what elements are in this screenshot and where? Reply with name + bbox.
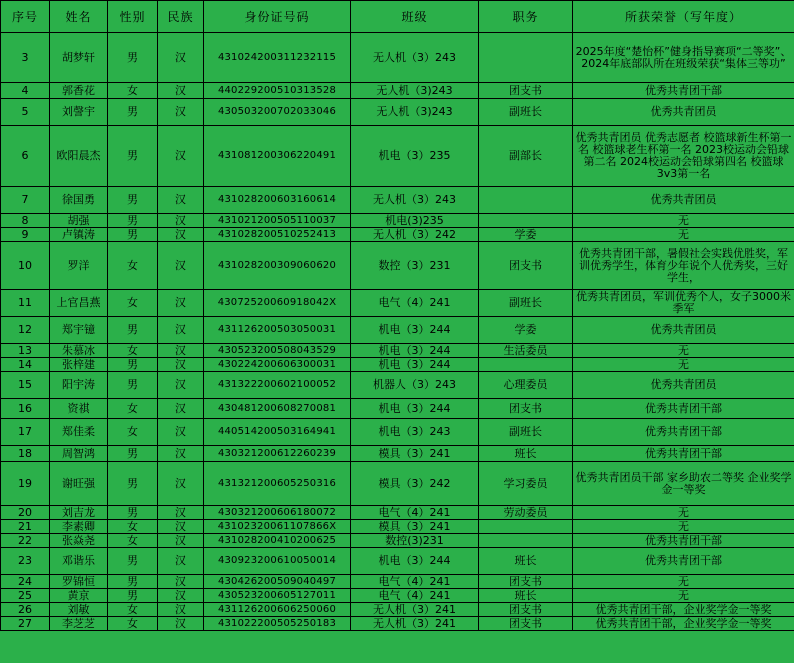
cell-role[interactable]: 心理委员 [479,372,573,399]
cell-ethnicity[interactable]: 汉 [158,83,204,99]
cell-name[interactable]: 张梓建 [50,358,108,372]
cell-name[interactable]: 周智鸿 [50,446,108,462]
table-row [1,520,794,534]
cell-role[interactable]: 生活委员 [479,344,573,358]
cell-ethnicity[interactable]: 汉 [158,99,204,126]
cell-gender[interactable]: 女 [108,83,158,99]
cell-honors[interactable]: 优秀共青团员，军训优秀个人，女子3000米季军 [573,290,794,317]
cell-seq[interactable]: 24 [1,575,50,589]
table-row [1,126,794,187]
cell-gender[interactable]: 女 [108,344,158,358]
header-cell-seq[interactable]: 序号 [1,1,50,33]
cell-seq[interactable]: 23 [1,548,50,575]
cell-name[interactable]: 李素卿 [50,520,108,534]
cell-role[interactable]: 团支书 [479,603,573,617]
cell-role[interactable]: 学习委员 [479,462,573,506]
cell-class[interactable]: 机电（3）244 [351,344,479,358]
cell-class[interactable]: 无人机（3）241 [351,617,479,631]
cell-role[interactable] [479,33,573,83]
table-row [1,99,794,126]
table-row [1,242,794,290]
cell-class[interactable]: 无人机（3）242 [351,228,479,242]
cell-role[interactable]: 副班长 [479,290,573,317]
cell-name[interactable]: 刘謦宇 [50,99,108,126]
cell-ethnicity[interactable]: 汉 [158,617,204,631]
cell-gender[interactable]: 女 [108,399,158,419]
header-cell-ethnicity[interactable]: 民族 [158,1,204,33]
cell-ethnicity[interactable]: 汉 [158,575,204,589]
cell-ethnicity[interactable]: 汉 [158,317,204,344]
cell-name[interactable]: 胡梦轩 [50,33,108,83]
table-row [1,358,794,372]
cell-role[interactable] [479,534,573,548]
cell-role[interactable]: 班长 [479,589,573,603]
cell-seq[interactable]: 17 [1,419,50,446]
cell-id-number[interactable]: 430321200612260239 [204,446,351,462]
cell-honors[interactable]: 优秀共青团干部 [573,83,794,99]
cell-ethnicity[interactable]: 汉 [158,214,204,228]
cell-class[interactable]: 无人机（3）241 [351,603,479,617]
cell-honors[interactable]: 无 [573,344,794,358]
cell-class[interactable]: 电气（4）241 [351,506,479,520]
table-row [1,603,794,617]
cell-role[interactable] [479,520,573,534]
cell-gender[interactable]: 女 [108,419,158,446]
cell-gender[interactable]: 男 [108,446,158,462]
cell-role[interactable]: 副部长 [479,126,573,187]
cell-class[interactable]: 机电（3）244 [351,399,479,419]
cell-class[interactable]: 机电（3）244 [351,548,479,575]
cell-name[interactable]: 李芝芝 [50,617,108,631]
cell-ethnicity[interactable]: 汉 [158,506,204,520]
table-row [1,419,794,446]
table-row [1,372,794,399]
cell-gender[interactable]: 男 [108,126,158,187]
cell-ethnicity[interactable]: 汉 [158,548,204,575]
cell-honors[interactable]: 优秀共青团干部，企业奖学金一等奖 [573,603,794,617]
cell-honors[interactable]: 无 [573,214,794,228]
cell-honors[interactable]: 优秀共青团干部 [573,548,794,575]
cell-ethnicity[interactable]: 汉 [158,589,204,603]
cell-honors[interactable]: 优秀共青团干部 [573,534,794,548]
cell-gender[interactable]: 男 [108,214,158,228]
cell-name[interactable]: 刘敏 [50,603,108,617]
cell-ethnicity[interactable]: 汉 [158,344,204,358]
cell-seq[interactable]: 18 [1,446,50,462]
cell-class[interactable]: 无人机（3）243 [351,33,479,83]
cell-gender[interactable]: 男 [108,33,158,83]
cell-gender[interactable]: 男 [108,187,158,214]
cell-class[interactable]: 电气（4）241 [351,589,479,603]
cell-name[interactable]: 罗洋 [50,242,108,290]
cell-seq[interactable]: 11 [1,290,50,317]
cell-honors[interactable]: 优秀共青团员 优秀志愿者 校篮球新生杯第一名 校篮球老生杯第一名 2023校运动会铅球第二名 2024校运动会铅球第四名 校篮球3v3第一名 [573,126,794,187]
cell-id-number[interactable]: 430321200606180072 [204,506,351,520]
table-row [1,575,794,589]
cell-seq[interactable]: 14 [1,358,50,372]
cell-class[interactable]: 机电(3)235 [351,214,479,228]
table-row [1,399,794,419]
cell-honors[interactable]: 优秀共青团员 [573,317,794,344]
cell-honors[interactable]: 无 [573,589,794,603]
cell-seq[interactable]: 6 [1,126,50,187]
cell-gender[interactable]: 男 [108,99,158,126]
cell-gender[interactable]: 女 [108,617,158,631]
cell-id-number[interactable]: 431028200309060620 [204,242,351,290]
cell-role[interactable]: 团支书 [479,575,573,589]
cell-role[interactable] [479,187,573,214]
cell-seq[interactable]: 19 [1,462,50,506]
table-row [1,344,794,358]
cell-seq[interactable]: 7 [1,187,50,214]
cell-class[interactable]: 机电（3）244 [351,317,479,344]
cell-gender[interactable]: 男 [108,358,158,372]
cell-honors[interactable]: 优秀共青团员 [573,99,794,126]
cell-id-number[interactable]: 431028200603160614 [204,187,351,214]
cell-name[interactable]: 邓谐乐 [50,548,108,575]
cell-seq[interactable]: 10 [1,242,50,290]
cell-ethnicity[interactable]: 汉 [158,242,204,290]
cell-ethnicity[interactable]: 汉 [158,534,204,548]
cell-ethnicity[interactable]: 汉 [158,187,204,214]
cell-class[interactable]: 无人机（3）243 [351,187,479,214]
cell-id-number[interactable]: 431126200503050031 [204,317,351,344]
cell-class[interactable]: 模具（3）241 [351,446,479,462]
cell-class[interactable]: 机电（3）235 [351,126,479,187]
cell-ethnicity[interactable]: 汉 [158,446,204,462]
cell-honors[interactable]: 优秀共青团干部 [573,446,794,462]
cell-ethnicity[interactable]: 汉 [158,520,204,534]
cell-role[interactable]: 团支书 [479,242,573,290]
cell-name[interactable]: 胡强 [50,214,108,228]
cell-name[interactable]: 徐国勇 [50,187,108,214]
cell-role[interactable]: 团支书 [479,617,573,631]
cell-gender[interactable]: 男 [108,506,158,520]
cell-seq[interactable]: 22 [1,534,50,548]
cell-role[interactable]: 副班长 [479,419,573,446]
cell-class[interactable]: 模具（3）242 [351,462,479,506]
cell-name[interactable]: 上官昌燕 [50,290,108,317]
cell-ethnicity[interactable]: 汉 [158,358,204,372]
cell-honors[interactable]: 无 [573,228,794,242]
table-row [1,290,794,317]
cell-class[interactable]: 机电（3）243 [351,419,479,446]
cell-role[interactable]: 学委 [479,228,573,242]
table-row [1,228,794,242]
cell-name[interactable]: 卢镇涛 [50,228,108,242]
table-row [1,534,794,548]
cell-honors[interactable]: 优秀共青团干部 [573,419,794,446]
cell-seq[interactable]: 27 [1,617,50,631]
cell-class[interactable]: 电气（4）241 [351,290,479,317]
cell-name[interactable]: 罗锦恒 [50,575,108,589]
cell-gender[interactable]: 女 [108,534,158,548]
cell-role[interactable]: 劳动委员 [479,506,573,520]
table-row [1,462,794,506]
cell-id-number[interactable]: 430481200608270081 [204,399,351,419]
table-row [1,589,794,603]
table-row [1,506,794,520]
cell-ethnicity[interactable]: 汉 [158,126,204,187]
header-cell-id-number[interactable]: 身份证号码 [204,1,351,33]
cell-ethnicity[interactable]: 汉 [158,372,204,399]
cell-role[interactable]: 团支书 [479,83,573,99]
cell-honors[interactable]: 无 [573,358,794,372]
table-row [1,33,794,83]
header-cell-role[interactable]: 职务 [479,1,573,33]
cell-honors[interactable]: 无 [573,506,794,520]
header-cell-class[interactable]: 班级 [351,1,479,33]
cell-seq[interactable]: 21 [1,520,50,534]
cell-seq[interactable]: 13 [1,344,50,358]
table-row [1,187,794,214]
header-row [1,1,794,33]
cell-seq[interactable]: 8 [1,214,50,228]
cell-id-number[interactable]: 430503200702033046 [204,99,351,126]
cell-honors[interactable]: 无 [573,520,794,534]
cell-gender[interactable]: 男 [108,575,158,589]
cell-name[interactable]: 郑佳柔 [50,419,108,446]
table-row [1,548,794,575]
cell-honors[interactable]: 优秀共青团员干部 家乡助农二等奖 企业奖学金一等奖 [573,462,794,506]
cell-id-number[interactable]: 430923200610050014 [204,548,351,575]
cell-honors[interactable]: 优秀共青团干部，暑假社会实践优胜奖，军训优秀学生，体育少年说个人优秀奖，三好学生， [573,242,794,290]
cell-seq[interactable]: 3 [1,33,50,83]
cell-class[interactable]: 机电（3）244 [351,358,479,372]
cell-gender[interactable]: 女 [108,603,158,617]
cell-id-number[interactable]: 431024200311232115 [204,33,351,83]
cell-id-number[interactable]: 431028200410200625 [204,534,351,548]
table-row [1,214,794,228]
cell-seq[interactable]: 12 [1,317,50,344]
header-cell-name[interactable]: 姓名 [50,1,108,33]
cell-id-number[interactable]: 430523200605127011 [204,589,351,603]
cell-id-number[interactable]: 431022200505250183 [204,617,351,631]
cell-honors[interactable]: 无 [573,575,794,589]
cell-honors[interactable]: 优秀共青团员 [573,372,794,399]
cell-ethnicity[interactable]: 汉 [158,603,204,617]
cell-id-number[interactable]: 431028200510252413 [204,228,351,242]
cell-id-number[interactable]: 43072520060918042X [204,290,351,317]
cell-name[interactable]: 刘吉龙 [50,506,108,520]
cell-name[interactable]: 朱慕冰 [50,344,108,358]
cell-class[interactable]: 机器人（3）243 [351,372,479,399]
cell-honors[interactable]: 2025年度“楚怡杯”健身指导赛项“二等奖”、2024年底部队所在班级荣获“集体三等功” [573,33,794,83]
cell-gender[interactable]: 男 [108,228,158,242]
cell-seq[interactable]: 5 [1,99,50,126]
cell-seq[interactable]: 9 [1,228,50,242]
cell-seq[interactable]: 4 [1,83,50,99]
cell-id-number[interactable]: 430523200508043529 [204,344,351,358]
cell-name[interactable]: 张焱尧 [50,534,108,548]
cell-gender[interactable]: 女 [108,290,158,317]
cell-class[interactable]: 模具（3）241 [351,520,479,534]
cell-ethnicity[interactable]: 汉 [158,419,204,446]
cell-gender[interactable]: 男 [108,372,158,399]
cell-id-number[interactable]: 431021200505110037 [204,214,351,228]
cell-id-number[interactable]: 431322200602100052 [204,372,351,399]
cell-gender[interactable]: 男 [108,317,158,344]
cell-role[interactable]: 班长 [479,446,573,462]
cell-role[interactable]: 团支书 [479,399,573,419]
table-row [1,317,794,344]
cell-gender[interactable]: 女 [108,520,158,534]
cell-role[interactable]: 副班长 [479,99,573,126]
cell-role[interactable]: 班长 [479,548,573,575]
cell-class[interactable]: 数控（3）231 [351,242,479,290]
table-row [1,617,794,631]
cell-class[interactable]: 电气（4）241 [351,575,479,589]
cell-id-number[interactable]: 430224200606300031 [204,358,351,372]
cell-role[interactable] [479,214,573,228]
cell-name[interactable]: 资祺 [50,399,108,419]
cell-class[interactable]: 无人机（3)243 [351,83,479,99]
cell-ethnicity[interactable]: 汉 [158,462,204,506]
cell-role[interactable] [479,358,573,372]
cell-seq[interactable]: 15 [1,372,50,399]
cell-id-number[interactable]: 440229200510313528 [204,83,351,99]
cell-class[interactable]: 数控(3)231 [351,534,479,548]
cell-role[interactable]: 学委 [479,317,573,344]
cell-id-number[interactable]: 43102320061107866X [204,520,351,534]
cell-name[interactable]: 阳宇涛 [50,372,108,399]
header-cell-honors[interactable]: 所获荣誉（写年度） [573,1,794,33]
table-row [1,446,794,462]
cell-class[interactable]: 无人机（3)243 [351,99,479,126]
cell-ethnicity[interactable]: 汉 [158,33,204,83]
cell-seq[interactable]: 20 [1,506,50,520]
cell-honors[interactable]: 优秀共青团干部，企业奖学金一等奖 [573,617,794,631]
cell-gender[interactable]: 男 [108,589,158,603]
cell-seq[interactable]: 16 [1,399,50,419]
cell-id-number[interactable]: 431126200606250060 [204,603,351,617]
cell-gender[interactable]: 男 [108,462,158,506]
cell-name[interactable]: 谢旺强 [50,462,108,506]
header-cell-gender[interactable]: 性别 [108,1,158,33]
cell-seq[interactable]: 25 [1,589,50,603]
cell-gender[interactable]: 女 [108,242,158,290]
cell-seq[interactable]: 26 [1,603,50,617]
cell-ethnicity[interactable]: 汉 [158,228,204,242]
cell-id-number[interactable]: 431081200306220491 [204,126,351,187]
table-row [1,83,794,99]
cell-id-number[interactable]: 430426200509040497 [204,575,351,589]
cell-gender[interactable]: 男 [108,548,158,575]
table-body [1,33,794,631]
cell-honors[interactable]: 优秀共青团员 [573,187,794,214]
cell-ethnicity[interactable]: 汉 [158,399,204,419]
cell-name[interactable]: 郭香花 [50,83,108,99]
cell-name[interactable]: 黄京 [50,589,108,603]
cell-honors[interactable]: 优秀共青团干部 [573,399,794,419]
cell-id-number[interactable]: 431321200605250316 [204,462,351,506]
cell-name[interactable]: 欧阳晨杰 [50,126,108,187]
cell-name[interactable]: 郑宇镱 [50,317,108,344]
cell-id-number[interactable]: 440514200503164941 [204,419,351,446]
cell-ethnicity[interactable]: 汉 [158,290,204,317]
